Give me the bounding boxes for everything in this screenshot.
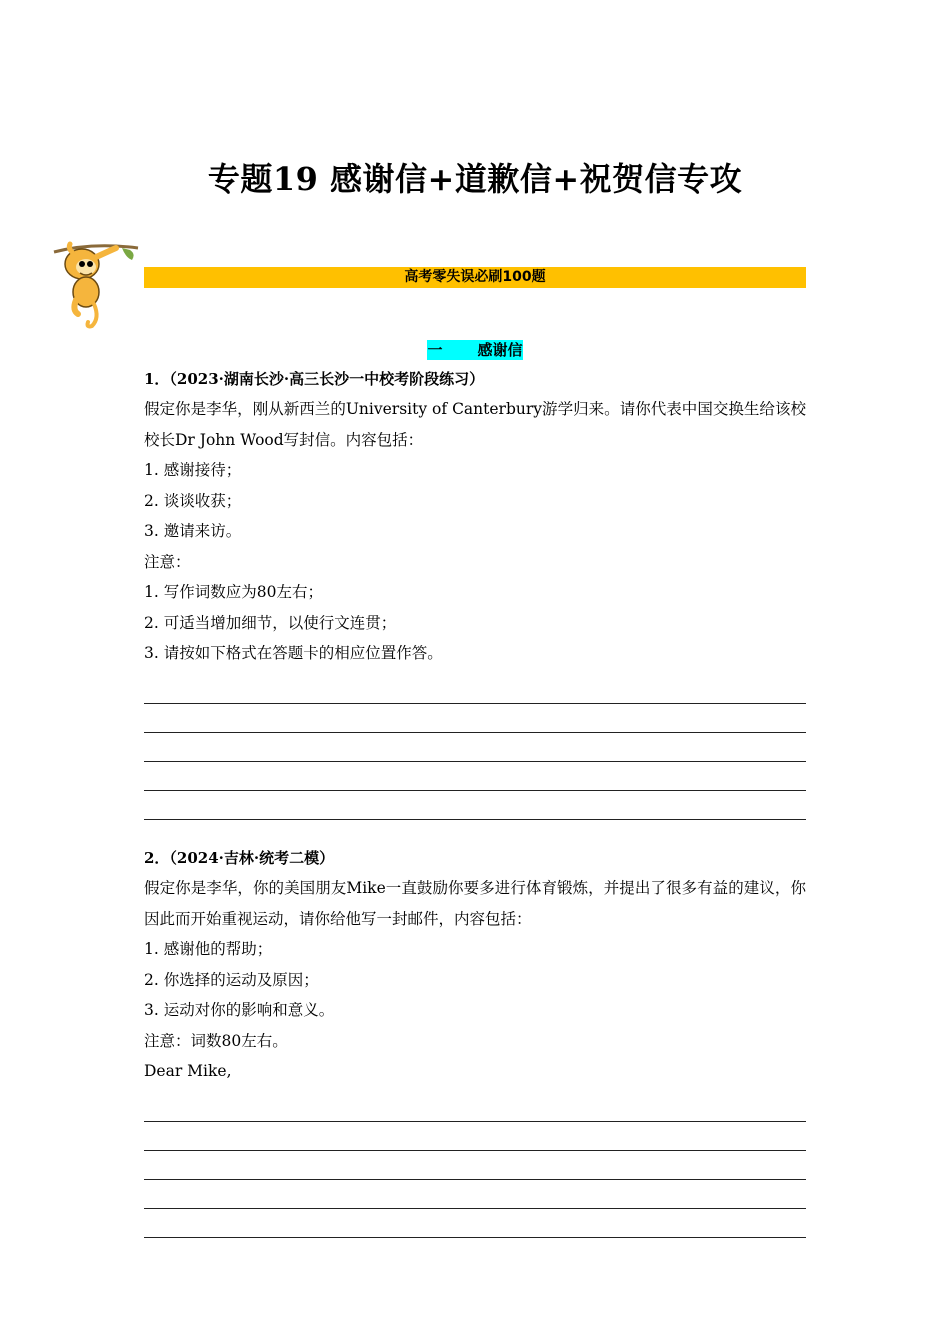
banner: 高考零失误必刷100题 (144, 267, 806, 288)
answer-line[interactable] (144, 762, 806, 791)
note-item: 3. 请按如下格式在答题卡的相应位置作答。 (144, 644, 443, 662)
content-item: 1. 感谢接待； (144, 461, 242, 479)
content-item: 2. 谈谈收获； (144, 491, 242, 510)
note-item: 注意：词数80左右。 (144, 1031, 288, 1050)
answer-line[interactable] (144, 1093, 806, 1122)
answer-area[interactable] (144, 675, 806, 820)
question-prompt: 假定你是李华，你的美国朋友Mike一直鼓励你要多进行体育锻炼，并提出了很多有益的建议，你因此而开始重视运动，请你给他写一封邮件，内容包括： (144, 879, 806, 928)
answer-line[interactable] (144, 1151, 806, 1180)
section-heading (0, 340, 950, 360)
page-title: 专题19 感谢信+道歉信+祝贺信专攻 (207, 160, 743, 198)
question-1 (144, 364, 806, 820)
answer-line[interactable] (144, 733, 806, 762)
question-prompt: 假定你是李华，刚从新西兰的University of Canterbury游学归来。请你代表中国交换生给该校校长Dr John Wood写封信。内容包括： (144, 400, 806, 449)
section-name: 感谢信 (477, 341, 523, 359)
note-item: 2. 可适当增加细节，以使行文连贯； (144, 613, 397, 632)
note-item: 1. 写作词数应为80左右； (144, 583, 323, 601)
content-item: 3. 运动对你的影响和意义。 (144, 1001, 335, 1019)
section-number: 一 (427, 341, 443, 359)
answer-line[interactable] (144, 1122, 806, 1151)
answer-line[interactable] (144, 704, 806, 733)
content-item: 1. 感谢他的帮助； (144, 940, 273, 958)
question-2 (144, 843, 806, 1238)
content-item: 3. 邀请来访。 (144, 522, 242, 540)
answer-area[interactable] (144, 1093, 806, 1238)
answer-line[interactable] (144, 1180, 806, 1209)
salutation: Dear Mike, (144, 1062, 232, 1080)
answer-line[interactable] (144, 675, 806, 704)
content-item: 2. 你选择的运动及原因； (144, 970, 319, 989)
note-label: 注意： (144, 552, 191, 571)
answer-line[interactable] (144, 1209, 806, 1238)
section-highlight (427, 340, 522, 360)
answer-line[interactable] (144, 791, 806, 820)
question-header: 2．（2024·吉林·统考二模） (144, 849, 335, 867)
question-header: 1．（2023·湖南长沙·高三长沙一中校考阶段练习） (144, 370, 485, 388)
monkey-mascot-icon (52, 238, 144, 330)
